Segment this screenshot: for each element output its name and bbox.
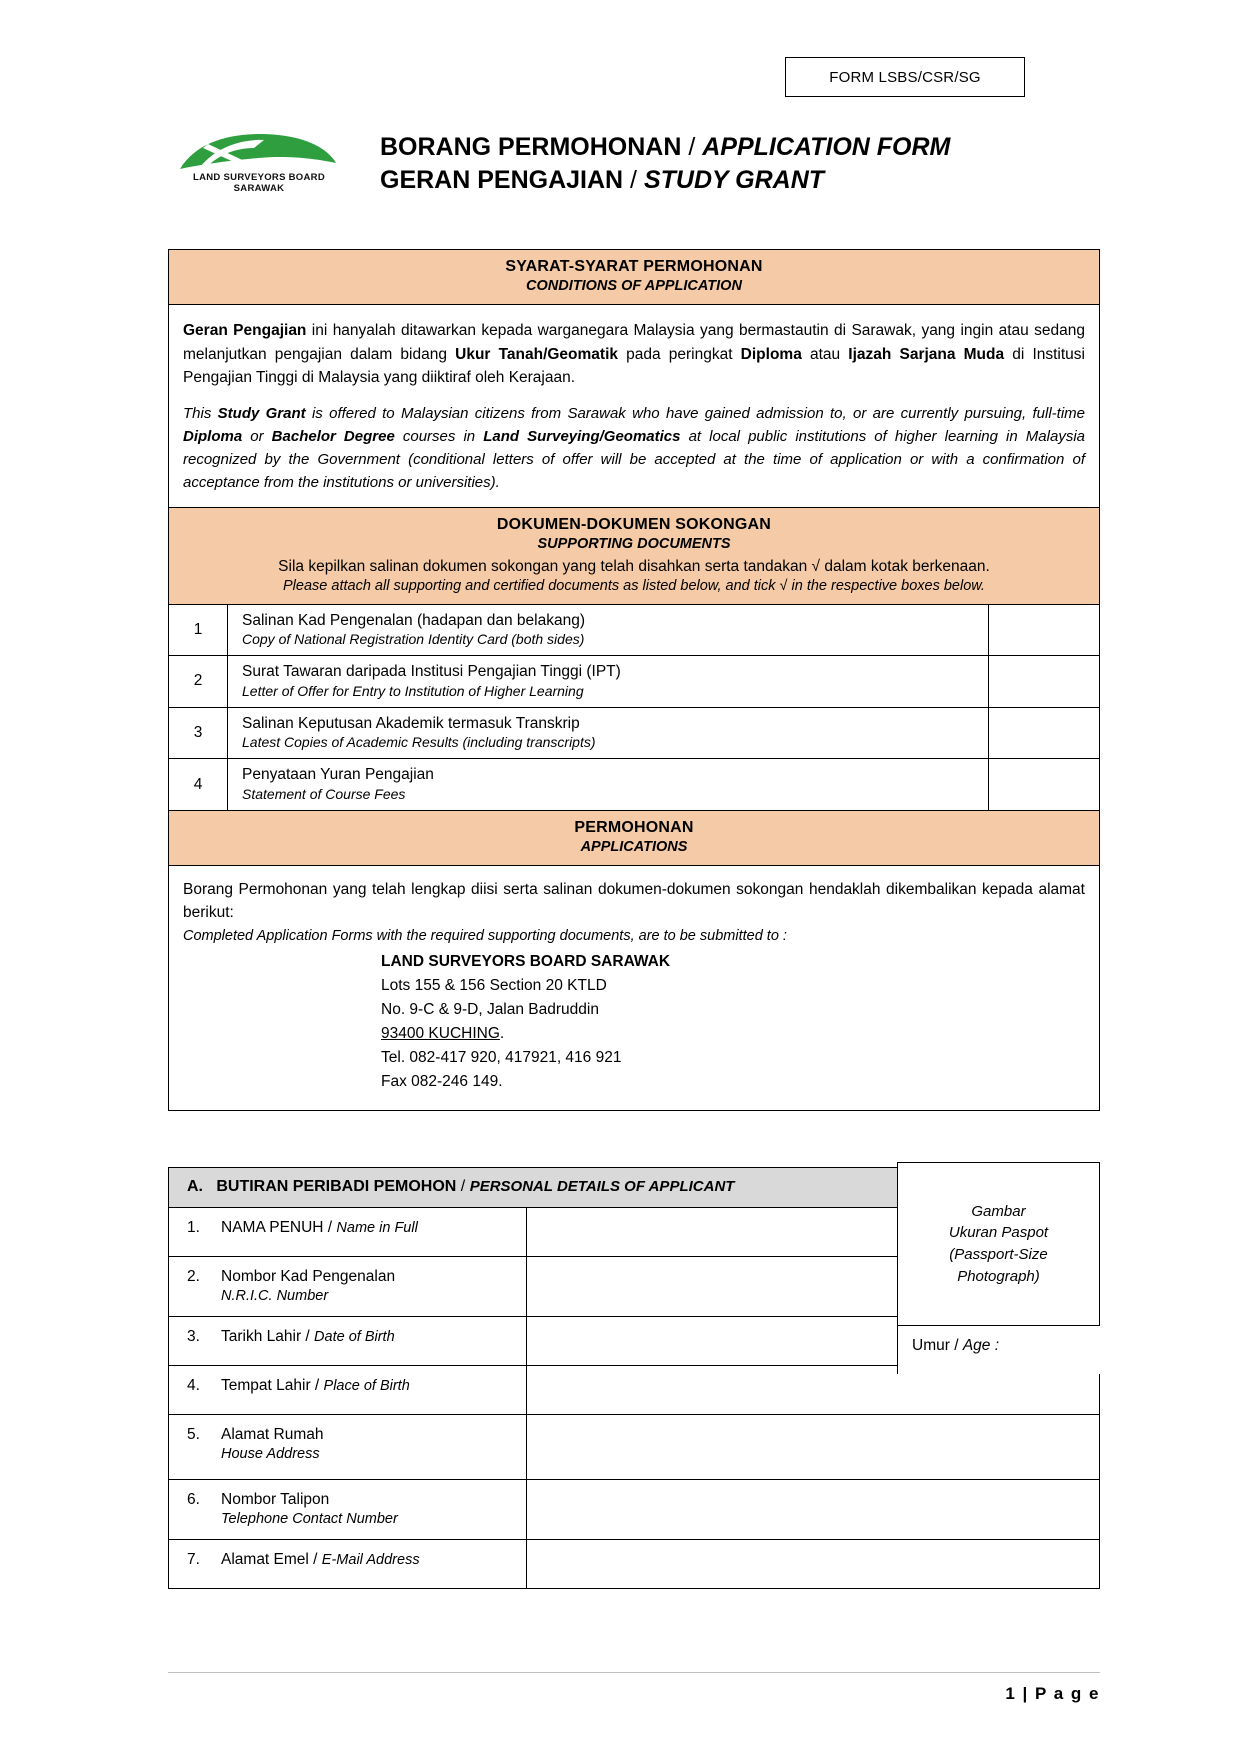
document-header xyxy=(168,125,1098,196)
field-label-en: Telephone Contact Number xyxy=(221,1511,398,1528)
table-row xyxy=(169,656,1099,708)
documents-rows xyxy=(169,605,1099,811)
field-label-bm xyxy=(187,1425,518,1445)
logo-text: LAND SURVEYORS BOARD SARAWAK xyxy=(193,172,325,194)
title-line-1-bm: BORANG PERMOHONAN xyxy=(380,133,682,161)
documents-band-en: SUPPORTING DOCUMENTS xyxy=(537,535,731,552)
table-row xyxy=(169,605,1099,657)
document-text-bm: Salinan Keputusan Akademik termasuk Transkrip xyxy=(242,714,580,732)
field-label-text: Nombor Talipon xyxy=(221,1490,330,1508)
field-number: 7. xyxy=(187,1550,200,1568)
field-number: 4. xyxy=(187,1376,200,1394)
address-fax: Fax 082-246 149. xyxy=(381,1073,503,1091)
document-text-bm: Salinan Kad Pengenalan (hadapan dan belakang) xyxy=(242,611,586,629)
section-a-title-sep: / xyxy=(456,1178,470,1195)
address-line-1: Lots 155 & 156 Section 20 KTLD xyxy=(381,977,607,995)
document-tick-box[interactable] xyxy=(988,605,1099,656)
field-row-address xyxy=(169,1415,1099,1480)
field-number: 6. xyxy=(187,1490,200,1508)
age-label-bm: Umur / xyxy=(912,1337,963,1354)
field-row-phone xyxy=(169,1480,1099,1540)
applications-text-bm: Borang Permohonan yang telah lengkap diisi serta salinan dokumen-dokumen sokongan hendaklah dikembalikan kepada alamat berikut: xyxy=(183,880,1085,922)
title-line-1-sep: / xyxy=(681,133,703,161)
table-row xyxy=(169,759,1099,811)
submission-address xyxy=(183,950,1085,1094)
conditions-text-en: This Study Grant is offered to Malaysian citizens from Sarawak who have gained admission to, or are currently pursuing, full-time Diploma or Bachelor Degree courses in Land Surveying/Geomatics at local public institutions of higher learning in Malaysia recognized by the Government (conditional letters of offer will be accepted at the time of application or with a confirmation of acceptance from the institutions or universities). xyxy=(183,404,1085,492)
photo-line-2: Ukuran Paspot xyxy=(948,1224,1049,1242)
field-label xyxy=(169,1208,527,1256)
document-text xyxy=(228,708,988,759)
field-number: 2. xyxy=(187,1268,200,1285)
title-line-2-sep: / xyxy=(623,165,644,194)
field-sep: / xyxy=(323,1219,337,1236)
field-label-text: Tempat Lahir xyxy=(221,1376,311,1394)
field-label-en: N.R.I.C. Number xyxy=(221,1288,329,1305)
field-label-text: Alamat Emel xyxy=(221,1550,309,1568)
field-label-text: NAMA PENUH xyxy=(221,1219,324,1236)
conditions-band-bm: SYARAT-SYARAT PERMOHONAN xyxy=(505,258,763,275)
conditions-band xyxy=(169,250,1099,305)
applications-body xyxy=(169,866,1099,1111)
form-code-box xyxy=(785,57,1025,97)
logo xyxy=(168,125,350,194)
field-number: 3. xyxy=(187,1327,200,1345)
document-text-bm: Penyataan Yuran Pengajian xyxy=(242,766,434,784)
photo-line-1: Gambar xyxy=(971,1202,1026,1220)
photo-line-4: Photograph) xyxy=(957,1267,1040,1285)
field-label xyxy=(169,1480,527,1539)
passport-photo-box[interactable] xyxy=(897,1162,1100,1326)
conditions-body xyxy=(169,305,1099,508)
document-tick-box[interactable] xyxy=(988,759,1099,810)
address-name: LAND SURVEYORS BOARD SARAWAK xyxy=(381,953,671,971)
passport-photo-label xyxy=(949,1201,1048,1288)
house-address-input[interactable] xyxy=(527,1415,1099,1479)
conditions-text-bm: Geran Pengajian ini hanyalah ditawarkan kepada warganegara Malaysia yang bermastautin di Sarawak, yang ingin atau sedang melanjutkan pengajian dalam bidang Ukur Tanah/Geomatik pada peringkat Diploma atau Ijazah Sarjana Muda di Institusi Pengajian Tinggi di Malaysia yang diiktiraf oleh Kerajaan. xyxy=(183,322,1085,387)
document-number: 3 xyxy=(169,708,228,759)
age-field[interactable] xyxy=(897,1326,1100,1374)
field-label-bm xyxy=(187,1550,518,1570)
email-input[interactable] xyxy=(527,1540,1099,1588)
address-line-3 xyxy=(381,1022,1085,1046)
document-text-bm: Surat Tawaran daripada Institusi Pengajian Tinggi (IPT) xyxy=(242,663,621,681)
footer-divider xyxy=(168,1672,1100,1673)
field-label-en: House Address xyxy=(221,1446,320,1463)
field-label-en: Place of Birth xyxy=(323,1377,410,1394)
field-label-en: Date of Birth xyxy=(314,1328,395,1345)
applications-band-en: APPLICATIONS xyxy=(580,838,688,855)
title-line-1-en: APPLICATION FORM xyxy=(702,133,951,161)
field-label-bm xyxy=(187,1327,518,1347)
field-label-en: Name in Full xyxy=(336,1220,418,1236)
document-tick-box[interactable] xyxy=(988,656,1099,707)
phone-input[interactable] xyxy=(527,1480,1099,1539)
field-sep: / xyxy=(301,1327,315,1345)
address-telephone: Tel. 082-417 920, 417921, 416 921 xyxy=(381,1049,622,1067)
title-line-2-bm: GERAN PENGAJIAN xyxy=(380,165,624,194)
applications-text-en: Completed Application Forms with the required supporting documents, are to be submitted to : xyxy=(183,928,787,945)
conditions-band-en: CONDITIONS OF APPLICATION xyxy=(526,278,742,294)
documents-band xyxy=(169,508,1099,605)
field-label xyxy=(169,1366,527,1414)
field-label xyxy=(169,1317,527,1365)
field-label-bm xyxy=(187,1490,518,1510)
page-number: 1 | P a g e xyxy=(1005,1684,1100,1703)
page-title xyxy=(350,125,950,196)
applications-band-bm: PERMOHONAN xyxy=(574,818,694,836)
age-label-en: Age : xyxy=(962,1337,1000,1354)
document-text xyxy=(228,759,988,810)
field-label xyxy=(169,1257,527,1316)
table-row xyxy=(169,708,1099,760)
logo-icon xyxy=(168,129,346,175)
field-label xyxy=(169,1540,527,1588)
document-number: 4 xyxy=(169,759,228,810)
field-number: 1. xyxy=(187,1219,200,1236)
address-line-2: No. 9-C & 9-D, Jalan Badruddin xyxy=(381,1001,599,1019)
document-text-en: Copy of National Registration Identity Card (both sides) xyxy=(242,631,585,648)
field-label-en: E-Mail Address xyxy=(321,1551,420,1568)
title-line-2-en: STUDY GRANT xyxy=(643,165,825,194)
field-label-text: Alamat Rumah xyxy=(221,1425,324,1443)
document-text-en: Letter of Offer for Entry to Institution of Higher Learning xyxy=(242,682,584,699)
title-line-1 xyxy=(380,131,950,164)
documents-instruction-en: Please attach all supporting and certified documents as listed below, and tick √ in the respective boxes below. xyxy=(283,577,985,594)
document-text-en: Statement of Course Fees xyxy=(242,785,406,802)
conditions-table xyxy=(168,249,1100,1111)
field-row-email xyxy=(169,1540,1099,1588)
title-line-2 xyxy=(380,164,950,197)
documents-band-bm: DOKUMEN-DOKUMEN SOKONGAN xyxy=(496,515,772,533)
field-number: 5. xyxy=(187,1425,200,1443)
section-a-title-bm: BUTIRAN PERIBADI PEMOHON xyxy=(216,1178,457,1195)
document-text xyxy=(228,656,988,707)
address-city-tail: . xyxy=(499,1025,505,1043)
document-text xyxy=(228,605,988,656)
section-a-title-en: PERSONAL DETAILS OF APPLICANT xyxy=(469,1178,735,1195)
field-label-bm xyxy=(187,1267,518,1287)
field-label xyxy=(169,1415,527,1479)
field-label-bm xyxy=(187,1218,518,1238)
applications-band xyxy=(169,811,1099,866)
section-a-letter: A. xyxy=(187,1178,203,1195)
document-number: 1 xyxy=(169,605,228,656)
field-sep: / xyxy=(310,1376,324,1394)
field-sep: / xyxy=(308,1550,322,1568)
document-number: 2 xyxy=(169,656,228,707)
field-label-bm xyxy=(187,1376,518,1396)
photo-line-3: (Passport-Size xyxy=(949,1246,1048,1263)
field-label-text: Tarikh Lahir xyxy=(221,1327,302,1345)
field-label-text: Nombor Kad Pengenalan xyxy=(221,1268,396,1285)
form-code-text: FORM LSBS/CSR/SG xyxy=(829,68,981,86)
documents-instruction-bm: Sila kepilkan salinan dokumen sokongan yang telah disahkan serta tandakan √ dalam kotak berkenaan. xyxy=(278,557,990,575)
address-city: 93400 KUCHING xyxy=(381,1025,500,1043)
document-tick-box[interactable] xyxy=(988,708,1099,759)
document-text-en: Latest Copies of Academic Results (including transcripts) xyxy=(242,734,596,751)
